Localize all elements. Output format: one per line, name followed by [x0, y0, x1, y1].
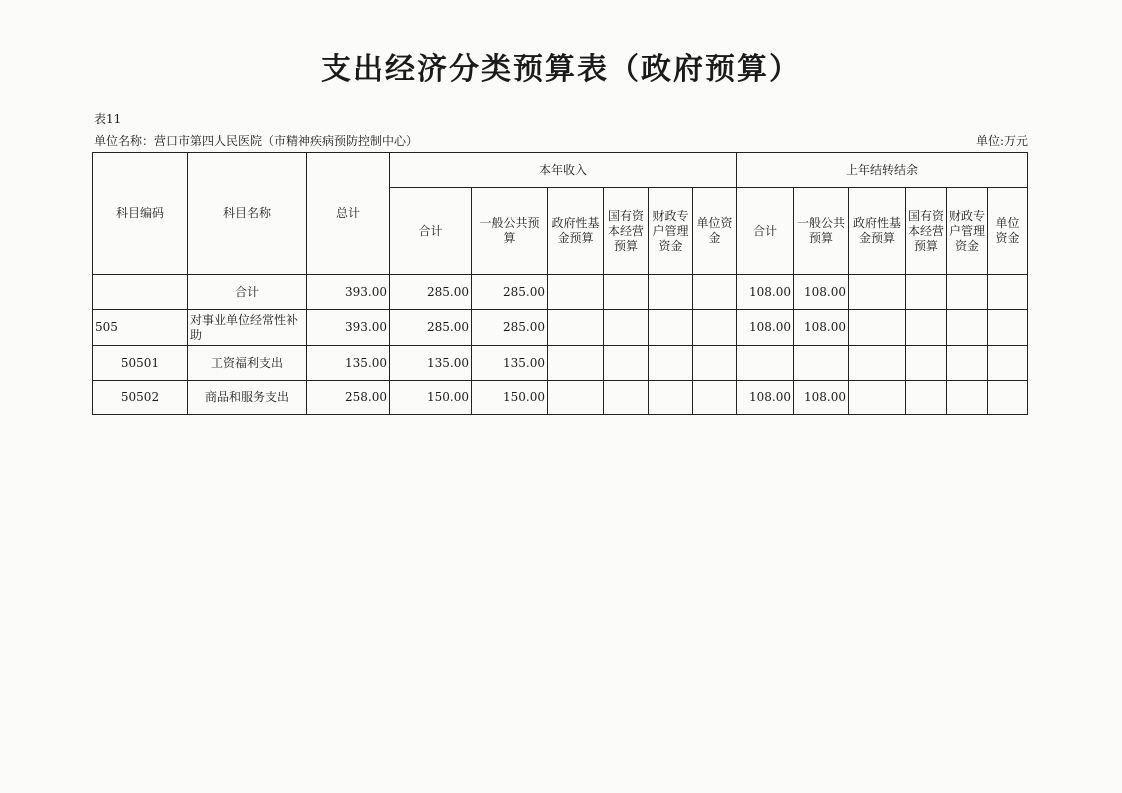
cell-current-special-account [649, 346, 693, 381]
row-code: 505 [93, 310, 188, 346]
currency-unit: 单位:万元 [975, 134, 1028, 148]
cell-current-subtotal: 135.00 [390, 346, 472, 381]
cell-prior-general-budget: 108.00 [794, 310, 849, 346]
cell-prior-unit-funds [988, 346, 1028, 381]
cell-current-unit-funds [693, 310, 737, 346]
header-current-fund-budget: 政府性基金预算 [548, 188, 604, 275]
header-current-general-budget: 一般公共预算 [472, 188, 548, 275]
row-total: 393.00 [307, 275, 390, 310]
cell-prior-unit-funds [988, 275, 1028, 310]
cell-prior-subtotal: 108.00 [737, 310, 794, 346]
cell-current-general-budget: 135.00 [472, 346, 548, 381]
cell-current-general-budget: 285.00 [472, 310, 548, 346]
cell-prior-fund-budget [849, 346, 906, 381]
unit-name: 单位名称：营口市第四人民医院（市精神疾病预防控制中心） [94, 134, 419, 148]
cell-current-special-account [649, 381, 693, 415]
header-name: 科目名称 [188, 153, 307, 275]
cell-current-state-capital [604, 275, 649, 310]
table-row [93, 310, 1028, 346]
cell-prior-state-capital [906, 275, 947, 310]
table-row [93, 346, 1028, 381]
cell-prior-fund-budget [849, 310, 906, 346]
cell-prior-state-capital [906, 310, 947, 346]
cell-prior-special-account [947, 346, 988, 381]
header-total: 总计 [307, 153, 390, 275]
cell-current-state-capital [604, 346, 649, 381]
table-row [93, 275, 1028, 310]
cell-current-state-capital [604, 310, 649, 346]
cell-prior-state-capital [906, 346, 947, 381]
header-prior-subtotal: 合计 [737, 188, 794, 275]
cell-prior-unit-funds [988, 381, 1028, 415]
header-current-year-income: 本年收入 [390, 153, 737, 188]
header-prior-state-capital: 国有资本经营预算 [906, 188, 947, 275]
table-row [93, 381, 1028, 415]
row-code: 50501 [93, 346, 188, 381]
row-code [93, 275, 188, 310]
cell-prior-special-account [947, 381, 988, 415]
cell-current-fund-budget [548, 346, 604, 381]
row-name: 商品和服务支出 [188, 381, 307, 415]
cell-prior-special-account [947, 310, 988, 346]
header-code: 科目编码 [93, 153, 188, 275]
header-current-unit-funds: 单位资金 [693, 188, 737, 275]
cell-current-fund-budget [548, 381, 604, 415]
cell-current-unit-funds [693, 275, 737, 310]
row-name: 对事业单位经常性补助 [188, 310, 307, 346]
cell-prior-special-account [947, 275, 988, 310]
cell-current-special-account [649, 310, 693, 346]
cell-current-unit-funds [693, 381, 737, 415]
cell-prior-general-budget [794, 346, 849, 381]
cell-current-fund-budget [548, 275, 604, 310]
cell-current-state-capital [604, 381, 649, 415]
cell-current-unit-funds [693, 346, 737, 381]
cell-prior-subtotal [737, 346, 794, 381]
cell-current-subtotal: 285.00 [390, 310, 472, 346]
budget-table [92, 152, 1028, 415]
cell-prior-fund-budget [849, 381, 906, 415]
cell-prior-subtotal: 108.00 [737, 381, 794, 415]
cell-prior-fund-budget [849, 275, 906, 310]
cell-current-subtotal: 150.00 [390, 381, 472, 415]
header-current-special-account: 财政专户管理资金 [649, 188, 693, 275]
cell-current-subtotal: 285.00 [390, 275, 472, 310]
header-prior-year-carryover: 上年结转结余 [737, 153, 1028, 188]
cell-prior-unit-funds [988, 310, 1028, 346]
row-name: 合计 [188, 275, 307, 310]
row-total: 258.00 [307, 381, 390, 415]
table-number: 表11 [94, 112, 122, 126]
row-name: 工资福利支出 [188, 346, 307, 381]
row-total: 393.00 [307, 310, 390, 346]
row-code: 50502 [93, 381, 188, 415]
row-total: 135.00 [307, 346, 390, 381]
header-prior-general-budget: 一般公共预算 [794, 188, 849, 275]
header-prior-fund-budget: 政府性基金预算 [849, 188, 906, 275]
cell-prior-state-capital [906, 381, 947, 415]
cell-prior-general-budget: 108.00 [794, 381, 849, 415]
document-title: 支出经济分类预算表（政府预算） [321, 52, 801, 87]
cell-current-general-budget: 285.00 [472, 275, 548, 310]
cell-prior-general-budget: 108.00 [794, 275, 849, 310]
header-current-state-capital: 国有资本经营预算 [604, 188, 649, 275]
header-prior-special-account: 财政专户管理资金 [947, 188, 988, 275]
cell-current-general-budget: 150.00 [472, 381, 548, 415]
cell-prior-subtotal: 108.00 [737, 275, 794, 310]
cell-current-special-account [649, 275, 693, 310]
header-prior-unit-funds: 单位资金 [988, 188, 1028, 275]
cell-current-fund-budget [548, 310, 604, 346]
header-current-subtotal: 合计 [390, 188, 472, 275]
